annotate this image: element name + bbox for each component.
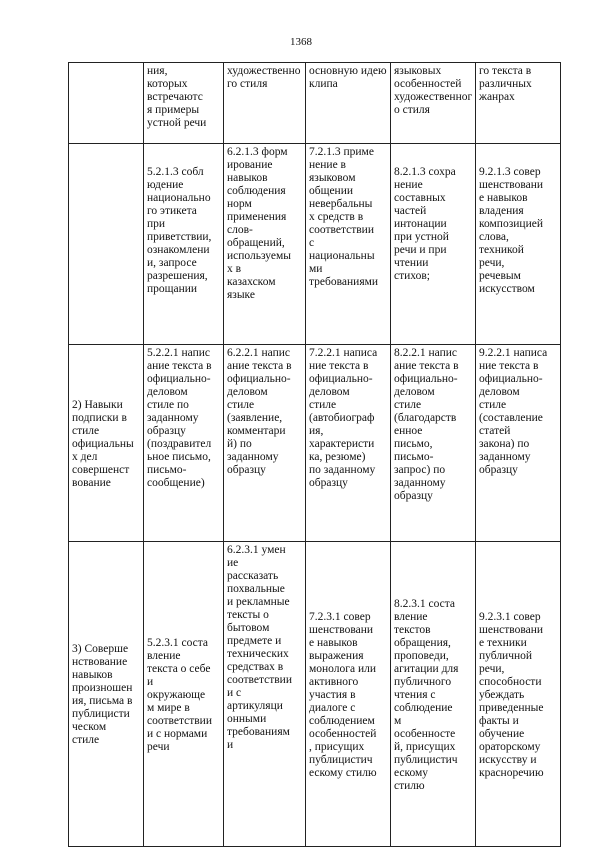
cell-text: 7.2.2.1 написа ние текста в официально- деловом стиле (автобиограф ия, характеристи ка, резюме) по заданному образцу [309, 347, 378, 489]
table-row [69, 144, 561, 345]
cell-text: 8.2.1.3 сохра нение составных частей интонации при устной речи и при чтении стихов; [394, 166, 456, 282]
table-cell [306, 144, 391, 345]
cell-text: 9.2.3.1 совер шенствовани е техники публичной речи, способности убеждать приведенные факты и обучение ораторскому искусству и красноречию [479, 610, 544, 779]
table-cell [144, 63, 224, 144]
curriculum-table [68, 62, 561, 847]
table-cell [69, 542, 144, 847]
cell-text: 5.2.2.1 напис ание текста в официально- деловом стиле по заданному образцу (поздравител ьное письмо, письмо- сообщение) [147, 347, 212, 489]
cell-text: 6.2.3.1 умен ие рассказать похвальные и рекламные тексты о бытовом предмете и технических средствах в соответствии и с артикуляци онными требованиям и [227, 544, 292, 751]
cell-text: 8.2.2.1 напис ание текста в официально- деловом стиле (благодарств енное письмо, письмо- запрос) по заданному образцу [394, 347, 459, 502]
table-cell [224, 63, 306, 144]
cell-text: языковых особенностей художественног о стиля [394, 65, 473, 116]
table-cell [476, 63, 561, 144]
table-cell [476, 542, 561, 847]
table-cell [224, 345, 306, 542]
table-cell [476, 144, 561, 345]
cell-text: 9.2.1.3 совер шенствовани е навыков владения композицией слова, техникой речи, речевым искусством [479, 166, 544, 295]
table-cell [391, 144, 476, 345]
cell-text: 5.2.1.3 собл юдение национально го этикета при приветствии, ознакомлени и, запросе разрешения, прощании [147, 166, 212, 295]
cell-text: 5.2.3.1 соста вление текста о себе и окружающе м мире в соответствии и с нормами речи [147, 636, 212, 753]
table-row [69, 345, 561, 542]
table-cell [391, 63, 476, 144]
table-cell [391, 345, 476, 542]
cell-text: 2) Навыки подписки в стиле официальны х дел совершенст вование [72, 398, 134, 489]
table-cell [224, 542, 306, 847]
table-cell [69, 63, 144, 144]
table-cell [306, 542, 391, 847]
table-row [69, 63, 561, 144]
cell-text: 9.2.2.1 написа ние текста в официально- деловом стиле (составление статей закона) по заданному образцу [479, 347, 548, 476]
cell-text: художественно го стиля [227, 65, 301, 90]
table-row [69, 542, 561, 847]
cell-text: основную идею клипа [309, 65, 387, 90]
table-cell [391, 542, 476, 847]
table-cell [144, 144, 224, 345]
cell-text: 3) Соверше нствование навыков произношен ия, письма в публицисти ческом стиле [72, 643, 133, 746]
table-cell [224, 144, 306, 345]
cell-text: ния, которых встречаютс я примеры устной речи [147, 65, 207, 129]
cell-text: 7.2.1.3 приме нение в языковом общении невербальны х средств в соответствии с национальны ми требованиями [309, 146, 379, 288]
page-number: 1368 [290, 36, 312, 48]
table-cell [306, 345, 391, 542]
table-cell [144, 345, 224, 542]
table-cell [476, 345, 561, 542]
cell-text: 6.2.2.1 напис ание текста в официально- деловом стиле (заявление, комментари й) по заданному образцу [227, 347, 292, 476]
table-cell [306, 63, 391, 144]
table-cell [144, 542, 224, 847]
table-cell [69, 345, 144, 542]
cell-text: 8.2.3.1 соста вление текстов обращения, проповеди, агитации для публичного чтения с соблюдение м особенносте й, присущих публицистич ескому стилю [394, 597, 459, 792]
table-cell [69, 144, 144, 345]
cell-text: го текста в различных жанрах [479, 65, 532, 103]
cell-text: 7.2.3.1 совер шенствовани е навыков выражения монолога или активного участия в диалоге с соблюдением особенностей , присущих публицистич ескому стилю [309, 610, 377, 779]
cell-text: 6.2.1.3 форм ирование навыков соблюдения норм применения слов- обращений, используемы х в казахском языке [227, 146, 292, 301]
